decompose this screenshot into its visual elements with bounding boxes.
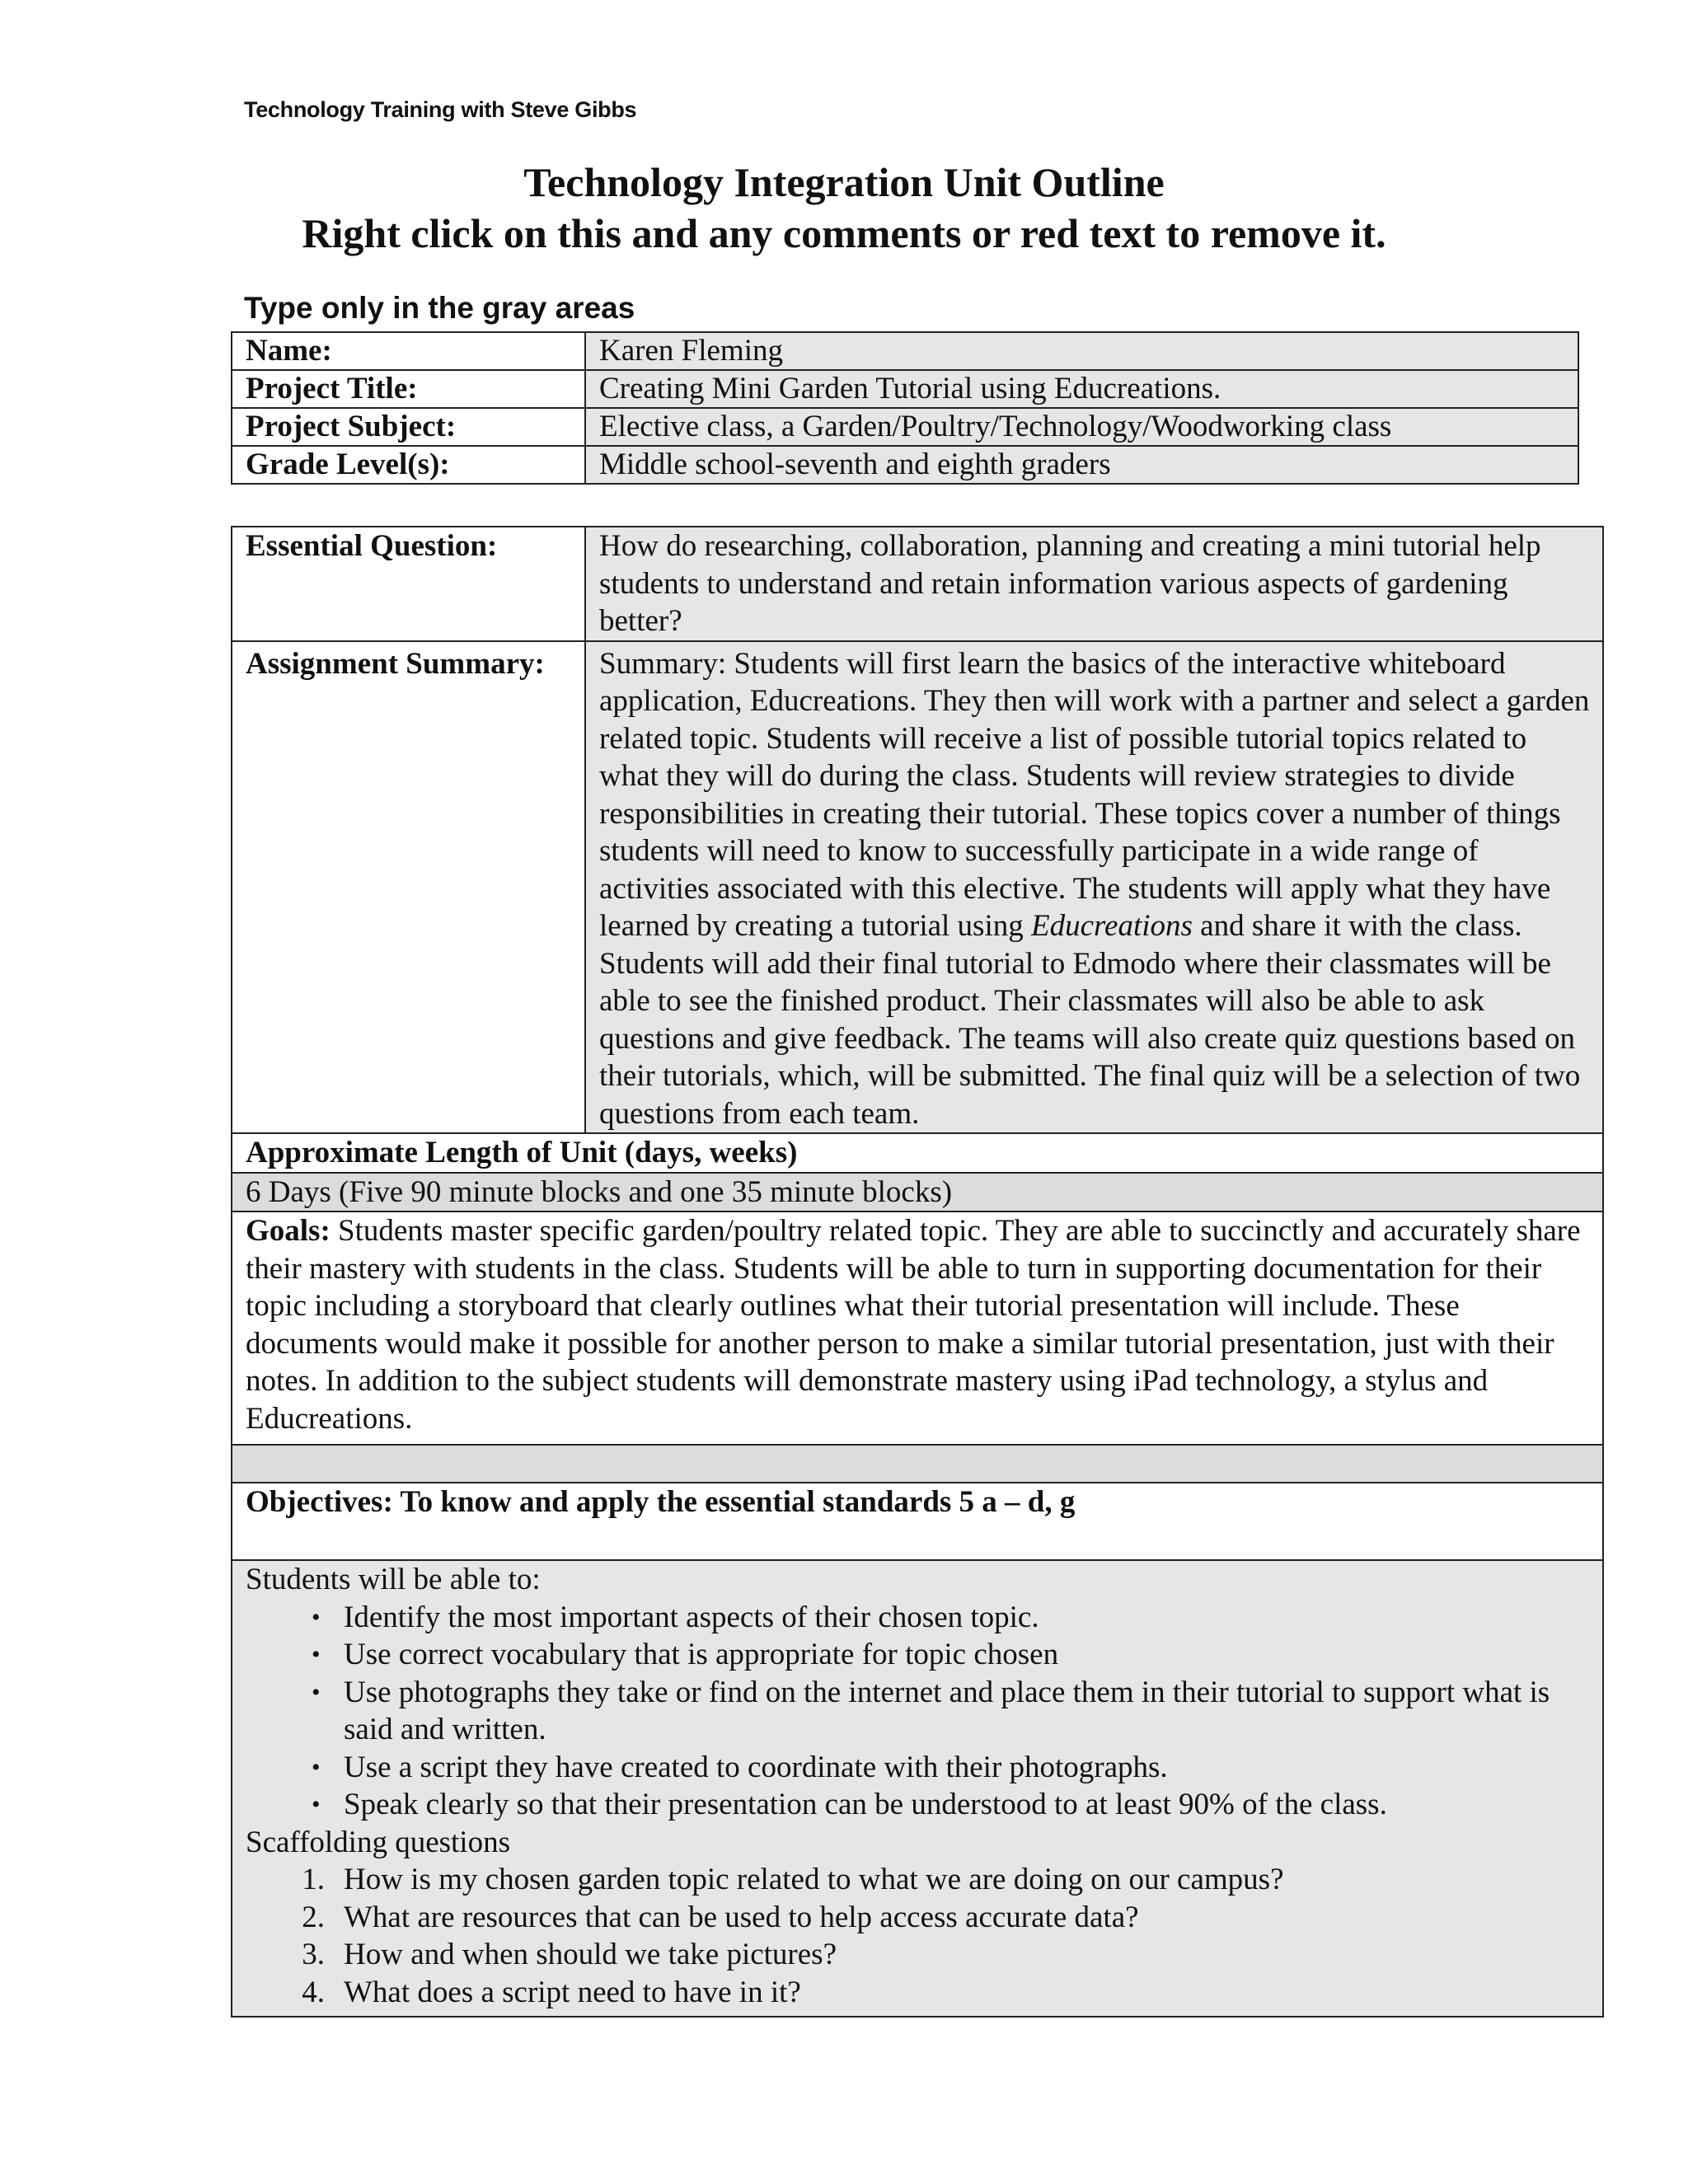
document-title bbox=[0, 157, 1688, 259]
question-text: How is my chosen garden topic related to what we are doing on our campus? bbox=[344, 1863, 1284, 1896]
grade-level-field[interactable]: Middle school-seventh and eighth graders bbox=[585, 446, 1578, 484]
page-header: Technology Training with Steve Gibbs bbox=[244, 97, 637, 122]
list-item bbox=[246, 1974, 1591, 2012]
info-row-name bbox=[232, 332, 1578, 370]
blank-gray-row bbox=[232, 1445, 1603, 1483]
project-title-label: Project Title: bbox=[232, 370, 585, 408]
length-field[interactable]: 6 Days (Five 90 minute blocks and one 35 minute blocks) bbox=[232, 1173, 1603, 1212]
grade-level-label: Grade Level(s): bbox=[232, 446, 585, 484]
essential-question-field[interactable]: How do researching, collaboration, planning and creating a mini tutorial help students to understand and retain information various aspects of gardening better? bbox=[585, 527, 1603, 641]
students-intro: Students will be able to: bbox=[246, 1563, 541, 1596]
name-label: Name: bbox=[232, 332, 585, 370]
goals-text: Students master specific garden/poultry related topic. They are able to succinctly and accurately share their mastery with students in the class. Students will be able to turn in supporting documentation for their topic including a storyboard that clearly outlines what their tutorial presentation will include. These documents would make it possible for another person to make a similar tutorial presentation, just with their notes. In addition to the subject students will demonstrate mastery using iPad technology, a stylus and Educreations. bbox=[246, 1214, 1581, 1436]
assignment-summary-field[interactable] bbox=[585, 641, 1603, 1134]
bullet-text: Use a script they have created to coordinate with their photographs. bbox=[344, 1750, 1168, 1784]
essential-question-row bbox=[232, 527, 1603, 641]
bullet-text: Identify the most important aspects of their chosen topic. bbox=[344, 1600, 1039, 1634]
project-info-table bbox=[231, 331, 1579, 485]
bullet-icon: • bbox=[312, 1678, 321, 1706]
assignment-summary-italic: Educreations bbox=[1030, 909, 1193, 943]
blank-gray-field[interactable] bbox=[232, 1445, 1603, 1483]
length-value-row bbox=[232, 1173, 1603, 1212]
info-row-grade-level bbox=[232, 446, 1578, 484]
scaffolding-question-list bbox=[246, 1861, 1591, 2011]
objectives-content[interactable] bbox=[232, 1560, 1603, 2017]
length-label: Approximate Length of Unit (days, weeks) bbox=[232, 1133, 1603, 1173]
bullet-text: Speak clearly so that their presentation can be understood to at least 90% of the class. bbox=[344, 1788, 1387, 1821]
bullet-icon: • bbox=[312, 1791, 321, 1818]
goals-label: Goals: bbox=[246, 1214, 331, 1248]
list-item bbox=[246, 1861, 1591, 1899]
list-item bbox=[246, 1786, 1591, 1824]
bullet-icon: • bbox=[312, 1753, 321, 1781]
project-title-field[interactable]: Creating Mini Garden Tutorial using Educreations. bbox=[585, 370, 1578, 408]
bullet-icon: • bbox=[312, 1603, 321, 1631]
list-item bbox=[246, 1674, 1591, 1749]
title-line-1: Technology Integration Unit Outline bbox=[523, 159, 1165, 205]
scaffolding-heading: Scaffolding questions bbox=[246, 1825, 510, 1859]
question-number: 4. bbox=[302, 1975, 325, 2009]
unit-outline-table bbox=[231, 526, 1604, 2018]
assignment-summary-text-2: and share it with the class. Students will add their final tutorial to Edmodo where their classmates will be able to see the finished product. Their classmates will also be able to ask questions and give feedback. The teams will also create quiz questions based on their tutorials, which, will be submitted. The final quiz will be a selection of two questions from each team. bbox=[599, 909, 1581, 1131]
name-field[interactable]: Karen Fleming bbox=[585, 332, 1578, 370]
question-number: 3. bbox=[302, 1938, 325, 1971]
assignment-summary-label: Assignment Summary: bbox=[232, 641, 585, 1134]
question-number: 2. bbox=[302, 1900, 325, 1934]
objectives-bullet-list bbox=[246, 1599, 1591, 1824]
project-subject-label: Project Subject: bbox=[232, 408, 585, 446]
info-row-project-subject bbox=[232, 408, 1578, 446]
objectives-heading-row bbox=[232, 1483, 1603, 1560]
project-subject-field[interactable]: Elective class, a Garden/Poultry/Technology/Woodworking class bbox=[585, 408, 1578, 446]
essential-question-label: Essential Question: bbox=[232, 527, 585, 641]
question-text: How and when should we take pictures? bbox=[344, 1938, 837, 1971]
info-row-project-title bbox=[232, 370, 1578, 408]
goals-cell bbox=[232, 1212, 1603, 1445]
instructions-subtitle: Type only in the gray areas bbox=[244, 291, 635, 325]
bullet-text: Use correct vocabulary that is appropriate for topic chosen bbox=[344, 1638, 1059, 1671]
question-text: What are resources that can be used to help access accurate data? bbox=[344, 1900, 1139, 1934]
list-item bbox=[246, 1749, 1591, 1787]
assignment-summary-text-1: Summary: Students will first learn the basics of the interactive whiteboard application, Educreations. They then will work with a partner and select a garden related topic. Students will receive a list of possible tutorial topics related to what they will do during the class. Students will review strategies to divide responsibilities in creating their tutorial. These topics cover a number of things students will need to know to successfully participate in a wide range of activities associated with this elective. The students will apply what they have learned by creating a tutorial using bbox=[599, 646, 1590, 943]
length-label-row bbox=[232, 1133, 1603, 1173]
question-number: 1. bbox=[302, 1863, 325, 1896]
goals-row bbox=[232, 1212, 1603, 1445]
list-item bbox=[246, 1936, 1591, 1974]
list-item bbox=[246, 1899, 1591, 1937]
objectives-content-row bbox=[232, 1560, 1603, 2017]
assignment-summary-row bbox=[232, 641, 1603, 1134]
question-text: What does a script need to have in it? bbox=[344, 1975, 801, 2009]
objectives-heading: Objectives: To know and apply the essential standards 5 a – d, g bbox=[232, 1483, 1603, 1560]
bullet-icon: • bbox=[312, 1641, 321, 1668]
list-item bbox=[246, 1636, 1591, 1674]
list-item bbox=[246, 1599, 1591, 1637]
title-line-2: Right click on this and any comments or red text to remove it. bbox=[302, 210, 1386, 256]
bullet-text: Use photographs they take or find on the internet and place them in their tutorial to support what is said and written. bbox=[344, 1675, 1550, 1746]
